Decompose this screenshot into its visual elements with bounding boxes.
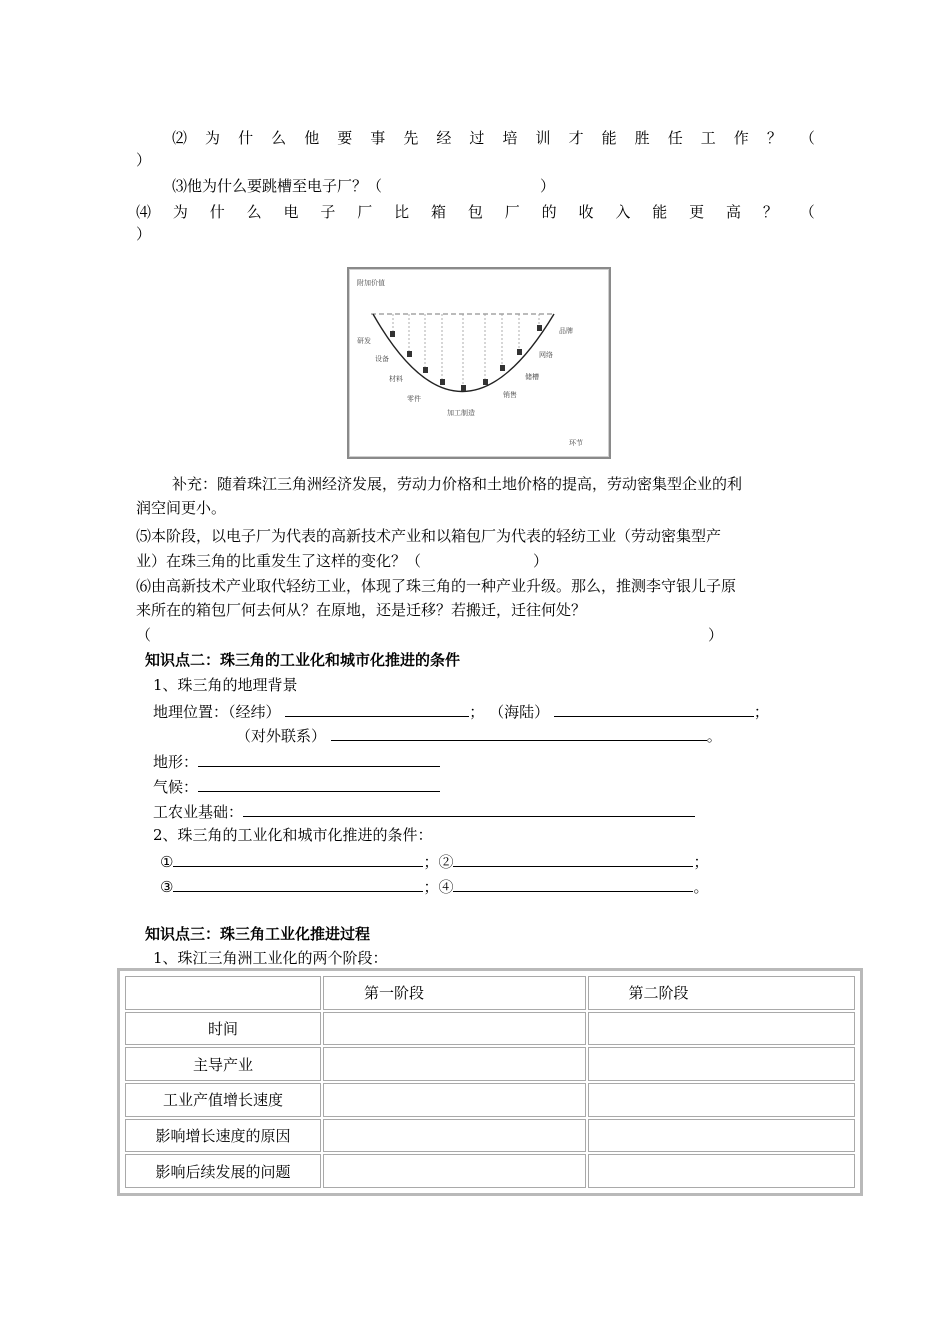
kp2-sub2: 2、珠三角的工业化和城市化推进的条件： xyxy=(153,826,433,844)
table-row-label: 影响后续发展的问题 xyxy=(125,1154,321,1188)
question-2-char: 过 xyxy=(469,129,485,147)
question-2-char: 事 xyxy=(370,129,386,147)
question-4-char: 电 xyxy=(283,203,299,221)
question-2-char: （ xyxy=(799,129,815,147)
kp2-agri-row xyxy=(153,800,695,822)
question-4-char: 收 xyxy=(578,203,594,221)
question-4-char: 箱 xyxy=(431,203,447,221)
table-row xyxy=(125,1119,855,1153)
table-row xyxy=(125,1047,855,1081)
question-4-char: 比 xyxy=(394,203,410,221)
question-2-char: 他 xyxy=(304,129,320,147)
condition-3-label: ③ xyxy=(160,878,174,896)
table-cell-stage1[interactable] xyxy=(323,1119,586,1153)
kp2-climate-row xyxy=(153,775,440,797)
condition-2-label: ② xyxy=(438,853,454,871)
question-2-char: 要 xyxy=(337,129,353,147)
supplement-line2: 润空间更小。 xyxy=(136,499,227,517)
diagram-label-sales: 销售 xyxy=(503,391,517,399)
table-row xyxy=(125,1083,855,1117)
diagram-label-storage: 储槽 xyxy=(525,373,539,381)
kp2-terrain-row xyxy=(153,750,440,772)
question-6-line2: 来所在的箱包厂何去何从？在原地，还是迁移？若搬迁，迁往何处？ xyxy=(136,601,587,619)
stages-table xyxy=(117,968,863,1196)
question-3 xyxy=(172,176,555,196)
question-5-close: ） xyxy=(533,552,549,570)
table-header-stage2: 第二阶段 xyxy=(588,976,855,1010)
table-row-label: 主导产业 xyxy=(125,1047,321,1081)
question-6-close: ） xyxy=(708,626,724,644)
diagram-label-brand: 品牌 xyxy=(559,327,573,335)
location-label: 地理位置：（经纬） xyxy=(153,703,281,721)
question-6-open: （ xyxy=(136,626,152,644)
question-4-char: 包 xyxy=(467,203,483,221)
condition-3-blank[interactable] xyxy=(173,875,423,892)
sea-land-label: （海陆） xyxy=(489,703,550,721)
question-2-char: 么 xyxy=(271,129,287,147)
kp2-external-row xyxy=(236,724,722,746)
semicolon-1: ； xyxy=(469,703,485,721)
table-row-label: 时间 xyxy=(125,1012,321,1046)
question-2-char: 能 xyxy=(601,129,617,147)
condition-2-blank[interactable] xyxy=(453,850,693,867)
question-3-close: ） xyxy=(540,177,556,195)
question-4-char: 厂 xyxy=(357,203,373,221)
question-5-line1: ⑸本阶段，以电子厂为代表的高新技术产业和以箱包厂为代表的轻纺工业（劳动密集型产 xyxy=(136,527,722,545)
table-cell-stage1[interactable] xyxy=(323,1154,586,1188)
kp2-location-row xyxy=(153,700,769,722)
external-blank[interactable] xyxy=(331,724,707,741)
question-2-close: ） xyxy=(136,151,152,169)
table-row xyxy=(125,1012,855,1046)
table-cell-stage2[interactable] xyxy=(588,1154,855,1188)
question-4-char: 为 xyxy=(172,203,188,221)
table-row-label: 影响增长速度的原因 xyxy=(125,1119,321,1153)
semicolon-5: ； xyxy=(423,878,439,896)
semicolon-3: ； xyxy=(423,853,439,871)
table-row-label: 工业产值增长速度 xyxy=(125,1083,321,1117)
kp2-conditions-row2 xyxy=(160,875,709,897)
table-cell-stage2[interactable] xyxy=(588,1083,855,1117)
question-2-char: 作 xyxy=(733,129,749,147)
question-2-char: 训 xyxy=(535,129,551,147)
latlong-blank[interactable] xyxy=(285,700,469,717)
kp3-sub1: 1、珠江三角洲工业化的两个阶段： xyxy=(153,949,388,967)
question-6-line1: ⑹由高新技术产业取代轻纺工业，体现了珠三角的一种产业升级。那么，推测李守银儿子原 xyxy=(136,577,737,595)
question-4-char: 更 xyxy=(689,203,705,221)
question-4-line1 xyxy=(136,202,815,222)
table-cell-stage1[interactable] xyxy=(323,1012,586,1046)
question-4-char: 高 xyxy=(726,203,742,221)
question-4-char: 入 xyxy=(615,203,631,221)
terrain-label: 地形： xyxy=(153,753,199,771)
diagram-y-axis-label: 附加价值 xyxy=(357,279,385,287)
diagram-label-materials: 材料 xyxy=(389,375,403,383)
question-4-char: 的 xyxy=(541,203,557,221)
question-4-char: 么 xyxy=(246,203,262,221)
semicolon-4: ； xyxy=(693,853,709,871)
condition-1-blank[interactable] xyxy=(173,850,423,867)
table-header-empty xyxy=(125,976,321,1010)
condition-1-label: ① xyxy=(160,853,174,871)
question-2-char: 什 xyxy=(238,129,254,147)
question-2-char: 经 xyxy=(436,129,452,147)
table-cell-stage2[interactable] xyxy=(588,1119,855,1153)
table-cell-stage2[interactable] xyxy=(588,1047,855,1081)
diagram-label-parts: 零件 xyxy=(407,395,421,403)
question-2-line1 xyxy=(172,128,815,148)
question-4-char: 什 xyxy=(209,203,225,221)
supplement-line1: 补充：随着珠江三角洲经济发展，劳动力价格和土地价格的提高，劳动密集型企业的利 xyxy=(172,475,743,493)
question-2-char: 培 xyxy=(502,129,518,147)
condition-4-blank[interactable] xyxy=(453,875,693,892)
question-4-close: ） xyxy=(136,225,152,243)
smile-curve-diagram xyxy=(347,267,611,459)
condition-4-label: ④ xyxy=(438,878,454,896)
table-row xyxy=(125,1154,855,1188)
question-2-char: ？ xyxy=(766,129,782,147)
diagram-x-axis-label: 环节 xyxy=(569,439,583,447)
question-5-text: 业）在珠三角的比重发生了这样的变化？（ xyxy=(136,552,422,570)
table-cell-stage1[interactable] xyxy=(323,1047,586,1081)
agri-industry-blank[interactable] xyxy=(243,800,695,817)
period-1: 。 xyxy=(706,727,722,745)
period-2: 。 xyxy=(693,878,709,896)
question-4-number: ⑷ xyxy=(136,203,152,221)
smile-curve-svg xyxy=(349,269,609,457)
diagram-label-network: 网络 xyxy=(539,351,553,359)
table-header-row xyxy=(125,976,855,1010)
diagram-label-equipment: 设备 xyxy=(375,355,389,363)
question-4-char: 厂 xyxy=(504,203,520,221)
terrain-blank[interactable] xyxy=(198,750,440,767)
question-2-char: 才 xyxy=(568,129,584,147)
diagram-label-research: 研发 xyxy=(357,337,371,345)
question-2-char: 工 xyxy=(700,129,716,147)
diagram-label-processing: 加工制造 xyxy=(447,409,475,417)
question-2-char: 为 xyxy=(205,129,221,147)
question-2-number: ⑵ xyxy=(172,129,188,147)
question-2-char: 胜 xyxy=(634,129,650,147)
question-2-char: 先 xyxy=(403,129,419,147)
sea-land-blank[interactable] xyxy=(554,700,754,717)
kp2-title: 知识点二：珠三角的工业化和城市化推进的条件 xyxy=(145,651,461,669)
table-cell-stage1[interactable] xyxy=(323,1083,586,1117)
agri-industry-label: 工农业基础： xyxy=(153,803,244,821)
table-header-stage1: 第一阶段 xyxy=(323,976,586,1010)
question-4-char: ？ xyxy=(762,203,778,221)
kp3-title: 知识点三：珠三角工业化推进过程 xyxy=(145,925,371,943)
semicolon-2: ； xyxy=(753,703,769,721)
kp2-sub1: 1、珠三角的地理背景 xyxy=(153,676,298,694)
table-cell-stage2[interactable] xyxy=(588,1012,855,1046)
question-4-char: 能 xyxy=(652,203,668,221)
question-4-char: 子 xyxy=(320,203,336,221)
climate-label: 气候： xyxy=(153,778,199,796)
climate-blank[interactable] xyxy=(198,775,440,792)
question-5-line2 xyxy=(136,551,548,571)
question-2-char: 任 xyxy=(667,129,683,147)
external-label: （对外联系） xyxy=(236,727,327,745)
kp2-conditions-row1 xyxy=(160,850,709,872)
question-4-char: （ xyxy=(799,203,815,221)
question-3-text: ⑶他为什么要跳槽至电子厂？（ xyxy=(172,177,383,195)
